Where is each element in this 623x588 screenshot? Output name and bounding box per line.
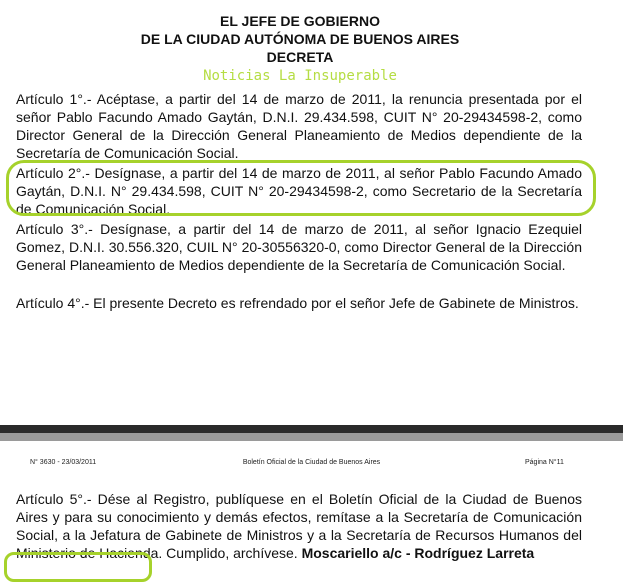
footer-publication: Boletín Oficial de la Ciudad de Buenos Aires [242, 459, 381, 466]
page-footer [0, 459, 623, 471]
blank-space [0, 358, 623, 410]
signature: Moscariello a/c - Rodríguez Larreta [301, 545, 535, 561]
article-5-text: Artículo 5°.- Dése al Registro, publíquese en el Boletín Oficial de la Ciudad de Buenos Aires y para su conocimiento y demás efectos, remítase a la Secretaría de Comunicación Social, a la Jefatura de Gabinete de Ministros y a la Secretaría de Recursos Humanos del Ministerio de Hacienda. Cumplido, archívese. [16, 491, 582, 561]
page-separator [0, 425, 623, 441]
watermark-text: Noticias La Insuperable [203, 68, 397, 84]
header-line-1: EL JEFE DE GOBIERNO [220, 13, 380, 29]
header-line-3: DECRETA [266, 49, 334, 65]
highlight-signature [4, 552, 152, 582]
header-line-2: DE LA CIUDAD AUTÓNOMA DE BUENOS AIRES [140, 31, 460, 47]
article-2: Artículo 2°.- Desígnase, a partir del 14 de marzo de 2011, al señor Pablo Facundo Amado Gaytán, D.N.I. N° 29.434.598, CUIT N° 20-29434598-2, como Secretario de la Secretaría de Comunicación Social. [16, 165, 582, 217]
footer-page-number: Página N°11 [525, 459, 564, 466]
article-4: Artículo 4°.- El presente Decreto es refrendado por el señor Jefe de Gabinete de Ministros. [16, 295, 579, 311]
highlight-article-2 [6, 160, 596, 216]
footer-issue: N° 3630 - 23/03/2011 [30, 459, 97, 466]
article-3: Artículo 3°.- Desígnase, a partir del 14 de marzo de 2011, al señor Ignacio Ezequiel Gomez, D.N.I. 30.556.320, CUIL N° 20-30556320-0, como Director General de la Dirección General Planeamiento de Medios dependiente de la Secretaría de Comunicación Social. [16, 221, 582, 273]
article-1: Artículo 1°.- Acéptase, a partir del 14 de marzo de 2011, la renuncia presentada por el señor Pablo Facundo Amado Gaytán, D.N.I. 29.434.598, CUIT N° 20-29434598-2, como Director General de la Dirección General Planeamiento de Medios dependiente de la Secretaría de Comunicación Social. [16, 91, 582, 161]
decree-header [0, 12, 600, 66]
